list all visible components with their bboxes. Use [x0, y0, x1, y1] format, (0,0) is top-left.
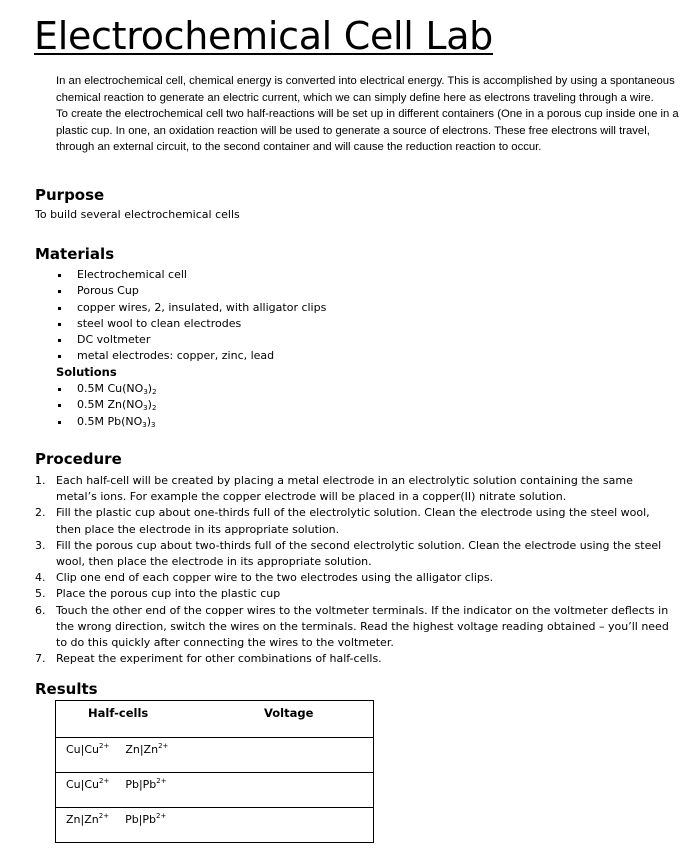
- materials-list: [56, 267, 326, 365]
- materials-heading: Materials: [35, 245, 115, 263]
- list-item: steel wool to clean electrodes: [56, 316, 326, 332]
- header-voltage: Voltage: [264, 706, 314, 720]
- procedure-step: 5. Place the porous cup into the plastic cup: [35, 587, 281, 601]
- solutions-list: [56, 381, 157, 430]
- voltage-cell[interactable]: [228, 738, 374, 773]
- purpose-text: To build several electrochemical cells: [35, 208, 240, 221]
- half-cells-cell: $Zn|Zn^{2+}$ $Pb|Pb^{2+}$: [66, 812, 167, 826]
- voltage-cell[interactable]: [228, 808, 374, 843]
- solutions-heading: Solutions: [56, 365, 117, 379]
- procedure-step: 7. Repeat the experiment for other combinations of half-cells.: [35, 652, 382, 666]
- list-item: Porous Cup: [56, 283, 326, 299]
- page-title: Electrochemical Cell Lab: [34, 14, 494, 58]
- table-header-row: [56, 701, 374, 738]
- list-item: metal electrodes: copper, zinc, lead: [56, 348, 326, 364]
- list-item: 0.5M $Cu(NO_3)_2$: [56, 381, 157, 397]
- intro-paragraph: To create the electrochemical cell two half-reactions will be set up in different containers (One in a porous cup inside one in a plastic cup. In one, an oxidation reaction will be used to generate a source of electrons. These free electrons will travel, through an external circuit, to the second container and will cause the reduction reaction to occur.: [56, 108, 679, 153]
- purpose-heading: Purpose: [35, 186, 105, 204]
- procedure-step: 2. Fill the plastic cup about one-thirds full of the electrolytic solution. Clean the electrode using the steel wool, then place the electrode in its appropriate solution.: [35, 506, 650, 536]
- half-cells-cell: $Cu|Cu^{2+}$ $Zn|Zn^{2+}$: [66, 742, 169, 756]
- procedure-step: 3. Fill the porous cup about two-thirds full of the second electrolytic solution. Clean the electrode using the steel wool, then place the electrode in its appropriate solution.: [35, 538, 662, 569]
- list-item: DC voltmeter: [56, 332, 326, 348]
- header-half-cells: Half-cells: [88, 706, 149, 720]
- intro-paragraph: In an electrochemical cell, chemical energy is converted into electrical energy. This is accomplished by using a spontaneous chemical reaction to generate an electric current, which we can simply define here as electrons traveling through a wire.: [56, 75, 675, 104]
- table-row: [56, 808, 374, 843]
- intro: [56, 73, 684, 156]
- table-row: [56, 738, 374, 773]
- list-item: copper wires, 2, insulated, with alligator clips: [56, 300, 326, 316]
- voltage-cell[interactable]: [228, 773, 374, 808]
- list-item: 0.5M $Zn(NO_3)_2$: [56, 397, 157, 413]
- table-row: [56, 773, 374, 808]
- half-cells-cell: $Cu|Cu^{2+}$ $Pb|Pb^{2+}$: [66, 777, 167, 791]
- procedure-step: 6. Touch the other end of the copper wires to the voltmeter terminals. If the indicator on the voltmeter deflects in the wrong direction, switch the wires on the terminals. Read the highest voltage reading obtained – you’ll need to do this quickly after connecting the wires to the voltmeter.: [35, 603, 669, 650]
- list-item: 0.5M $Pb(NO_3)_3$: [56, 414, 157, 430]
- procedure-step: 1. Each half-cell will be created by placing a metal electrode in an electrolytic solution containing the same metal’s ions. For example the copper electrode will be placed in a copper(II) nitrate solution.: [35, 474, 633, 504]
- results-heading: Results: [35, 680, 98, 698]
- results-table: [55, 700, 374, 843]
- list-item: Electrochemical cell: [56, 267, 326, 283]
- procedure-step: 4. Clip one end of each copper wire to the two electrodes using the alligator clips.: [35, 571, 494, 585]
- procedure-list: [35, 473, 675, 667]
- procedure-heading: Procedure: [35, 450, 122, 468]
